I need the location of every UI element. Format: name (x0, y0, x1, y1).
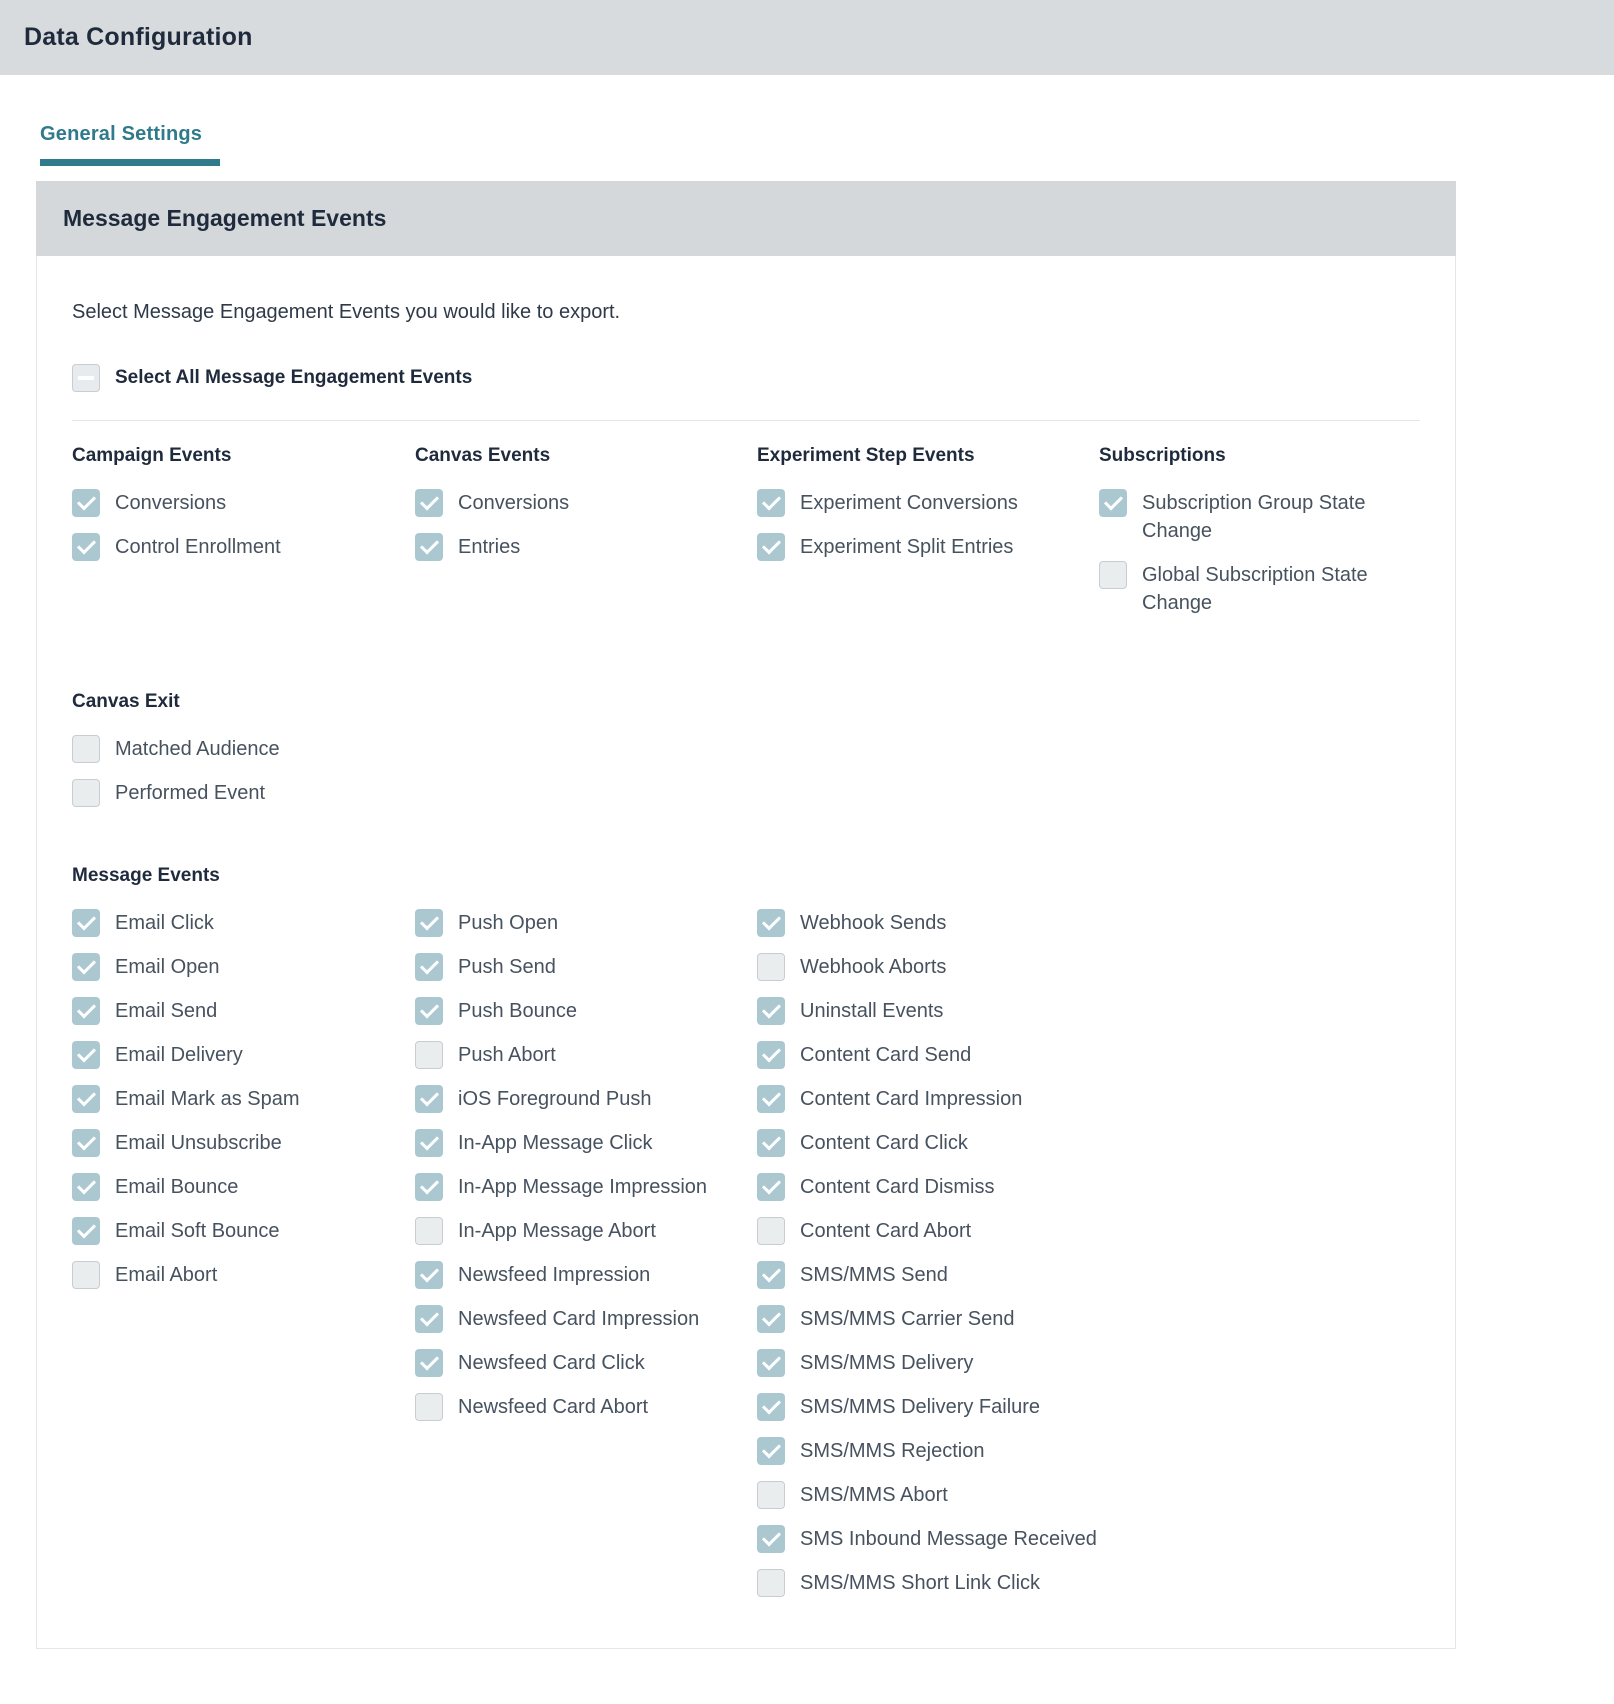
checkbox-row-sms-mms-short-link-click[interactable] (757, 1569, 1420, 1597)
checkbox-row-conversions[interactable] (415, 489, 757, 517)
checkbox-row-control-enrollment[interactable] (72, 533, 415, 561)
tab-general-settings[interactable] (40, 123, 220, 166)
checkbox-row-content-card-send[interactable] (757, 1041, 1420, 1069)
checkbox-label: SMS/MMS Short Link Click (800, 1572, 1041, 1594)
checkbox-row-push-bounce[interactable] (415, 997, 757, 1025)
checkbox-label: Newsfeed Card Impression (458, 1308, 700, 1330)
message-events-column-2 (415, 909, 757, 1613)
checkbox-row-email-abort[interactable] (72, 1261, 415, 1289)
card-body (36, 256, 1456, 1649)
sms-mms-delivery-checkbox[interactable] (757, 1349, 785, 1377)
sms-mms-short-link-click-checkbox[interactable] (757, 1569, 785, 1597)
email-send-checkbox[interactable] (72, 997, 100, 1025)
group-title-subscriptions: Subscriptions (1099, 445, 1226, 466)
checkbox-label: Performed Event (115, 782, 266, 804)
checkbox-row-webhook-aborts[interactable] (757, 953, 1420, 981)
checkbox-row-email-mark-as-spam[interactable] (72, 1085, 415, 1113)
checkbox-label: Matched Audience (115, 738, 280, 760)
message-engagement-events-card (36, 181, 1456, 1649)
checkbox-row-in-app-message-click[interactable] (415, 1129, 757, 1157)
checkbox-label: SMS Inbound Message Received (800, 1528, 1097, 1550)
checkbox-row-sms-mms-send[interactable] (757, 1261, 1420, 1289)
group-title-canvas-exit: Canvas Exit (72, 691, 180, 712)
message-events-column-1 (72, 909, 415, 1613)
checkbox-row-sms-mms-abort[interactable] (757, 1481, 1420, 1509)
checkbox-row-sms-inbound-message-received[interactable] (757, 1525, 1420, 1553)
email-abort-checkbox[interactable] (72, 1261, 100, 1289)
page-title: Data Configuration (24, 23, 253, 51)
group-title-experiment-step-events: Experiment Step Events (757, 445, 975, 466)
content-card-abort-checkbox[interactable] (757, 1217, 785, 1245)
message-events-grid (72, 909, 1420, 1613)
content-card-dismiss-checkbox[interactable] (757, 1173, 785, 1201)
webhook-sends-checkbox[interactable] (757, 909, 785, 937)
checkbox-label: Email Send (115, 1000, 218, 1022)
checkbox-label: Email Bounce (115, 1176, 239, 1198)
matched-audience-checkbox[interactable] (72, 735, 100, 763)
subscription-group-state-change-checkbox[interactable] (1099, 489, 1127, 517)
checkbox-row-sms-mms-delivery[interactable] (757, 1349, 1420, 1377)
conversions-checkbox[interactable] (72, 489, 100, 517)
checkbox-label: Uninstall Events (800, 1000, 944, 1022)
checkbox-label: Conversions (115, 492, 227, 514)
checkbox-label: Global Subscription State Change (1142, 564, 1368, 614)
checkbox-row-sms-mms-carrier-send[interactable] (757, 1305, 1420, 1333)
group-subscriptions (1099, 445, 1420, 633)
ios-foreground-push-checkbox[interactable] (415, 1085, 443, 1113)
checkbox-row-newsfeed-card-click[interactable] (415, 1349, 757, 1377)
in-app-message-impression-checkbox[interactable] (415, 1173, 443, 1201)
checkbox-label: SMS/MMS Send (800, 1264, 948, 1286)
checkbox-row-experiment-conversions[interactable] (757, 489, 1099, 517)
in-app-message-click-checkbox[interactable] (415, 1129, 443, 1157)
checkbox-row-ios-foreground-push[interactable] (415, 1085, 757, 1113)
checkbox-label: Newsfeed Card Abort (458, 1396, 649, 1418)
checkbox-label: Content Card Dismiss (800, 1176, 995, 1198)
tab-general-settings-label: General Settings (40, 123, 203, 145)
checkbox-row-push-open[interactable] (415, 909, 757, 937)
checkbox-row-content-card-abort[interactable] (757, 1217, 1420, 1245)
email-unsubscribe-checkbox[interactable] (72, 1129, 100, 1157)
card-title: Message Engagement Events (63, 205, 387, 231)
checkbox-label: Push Bounce (458, 1000, 577, 1022)
performed-event-checkbox[interactable] (72, 779, 100, 807)
content-card-impression-checkbox[interactable] (757, 1085, 785, 1113)
email-mark-as-spam-checkbox[interactable] (72, 1085, 100, 1113)
checkbox-row-content-card-click[interactable] (757, 1129, 1420, 1157)
checkbox-label: Email Open (115, 956, 220, 978)
checkbox-row-uninstall-events[interactable] (757, 997, 1420, 1025)
checkbox-label: SMS/MMS Delivery Failure (800, 1396, 1041, 1418)
checkbox-row-push-send[interactable] (415, 953, 757, 981)
checkbox-label: Conversions (458, 492, 570, 514)
sms-mms-abort-checkbox[interactable] (757, 1481, 785, 1509)
checkbox-label: Push Abort (458, 1044, 556, 1066)
checkbox-label: SMS/MMS Carrier Send (800, 1308, 1015, 1330)
checkbox-row-newsfeed-card-abort[interactable] (415, 1393, 757, 1421)
group-title-canvas-events: Canvas Events (415, 445, 551, 466)
checkbox-label: iOS Foreground Push (458, 1088, 652, 1110)
checkbox-row-in-app-message-abort[interactable] (415, 1217, 757, 1245)
checkbox-row-email-unsubscribe[interactable] (72, 1129, 415, 1157)
checkbox-label: Email Soft Bounce (115, 1220, 280, 1242)
checkbox-label: In-App Message Click (458, 1132, 653, 1154)
checkbox-label: Email Click (115, 912, 214, 934)
checkbox-label: Experiment Split Entries (800, 536, 1014, 558)
checkbox-label: Newsfeed Card Click (458, 1352, 645, 1374)
checkbox-label: Content Card Impression (800, 1088, 1023, 1110)
checkbox-row-email-send[interactable] (72, 997, 415, 1025)
intro-text: Select Message Engagement Events you would like to export. (72, 301, 621, 323)
checkbox-row-sms-mms-rejection[interactable] (757, 1437, 1420, 1465)
checkbox-label: Email Mark as Spam (115, 1088, 300, 1110)
push-send-checkbox[interactable] (415, 953, 443, 981)
conversions-checkbox[interactable] (415, 489, 443, 517)
experiment-split-entries-checkbox[interactable] (757, 533, 785, 561)
group-campaign-events (72, 445, 415, 633)
content-card-send-checkbox[interactable] (757, 1041, 785, 1069)
email-soft-bounce-checkbox[interactable] (72, 1217, 100, 1245)
global-subscription-state-change-checkbox[interactable] (1099, 561, 1127, 589)
email-click-checkbox[interactable] (72, 909, 100, 937)
card-header (36, 181, 1456, 256)
checkbox-label: Push Open (458, 912, 559, 934)
section-divider (72, 420, 1420, 421)
event-groups-grid (72, 445, 1420, 633)
checkbox-label: Content Card Click (800, 1132, 968, 1154)
message-events-column-3 (757, 909, 1420, 1613)
checkbox-label: Content Card Send (800, 1044, 972, 1066)
checkbox-label: Email Abort (115, 1264, 218, 1286)
checkbox-row-newsfeed-card-impression[interactable] (415, 1305, 757, 1333)
checkbox-row-email-bounce[interactable] (72, 1173, 415, 1201)
checkbox-row-global-subscription-state-change[interactable] (1099, 561, 1420, 617)
checkbox-label: SMS/MMS Delivery (800, 1352, 974, 1374)
checkbox-label: Newsfeed Impression (458, 1264, 651, 1286)
checkbox-row-conversions[interactable] (72, 489, 415, 517)
checkbox-label: In-App Message Abort (458, 1220, 656, 1242)
checkbox-row-matched-audience[interactable] (72, 735, 1420, 763)
checkbox-label: Email Delivery (115, 1044, 243, 1066)
checkbox-row-entries[interactable] (415, 533, 757, 561)
newsfeed-card-abort-checkbox[interactable] (415, 1393, 443, 1421)
checkbox-row-experiment-split-entries[interactable] (757, 533, 1099, 561)
email-delivery-checkbox[interactable] (72, 1041, 100, 1069)
push-open-checkbox[interactable] (415, 909, 443, 937)
checkbox-row-content-card-impression[interactable] (757, 1085, 1420, 1113)
uninstall-events-checkbox[interactable] (757, 997, 785, 1025)
checkbox-label: Webhook Sends (800, 912, 947, 934)
page-header (0, 0, 1614, 75)
group-canvas-exit (72, 691, 1420, 807)
newsfeed-impression-checkbox[interactable] (415, 1261, 443, 1289)
content-card-click-checkbox[interactable] (757, 1129, 785, 1157)
checkbox-label: Entries (458, 536, 521, 558)
checkbox-row-email-delivery[interactable] (72, 1041, 415, 1069)
group-experiment-step-events (757, 445, 1099, 633)
checkbox-label: Experiment Conversions (800, 492, 1018, 514)
tab-bar (40, 123, 1614, 166)
checkbox-label: SMS/MMS Rejection (800, 1440, 985, 1462)
checkbox-label: Subscription Group State Change (1142, 492, 1366, 542)
experiment-conversions-checkbox[interactable] (757, 489, 785, 517)
push-bounce-checkbox[interactable] (415, 997, 443, 1025)
checkbox-row-email-open[interactable] (72, 953, 415, 981)
sms-mms-delivery-failure-checkbox[interactable] (757, 1393, 785, 1421)
checkbox-row-sms-mms-delivery-failure[interactable] (757, 1393, 1420, 1421)
control-enrollment-checkbox[interactable] (72, 533, 100, 561)
checkbox-label: SMS/MMS Abort (800, 1484, 948, 1506)
email-open-checkbox[interactable] (72, 953, 100, 981)
checkbox-row-email-click[interactable] (72, 909, 415, 937)
checkbox-row-newsfeed-impression[interactable] (415, 1261, 757, 1289)
in-app-message-abort-checkbox[interactable] (415, 1217, 443, 1245)
checkbox-label: Push Send (458, 956, 556, 978)
entries-checkbox[interactable] (415, 533, 443, 561)
checkbox-label: Webhook Aborts (800, 956, 947, 978)
sms-inbound-message-received-checkbox[interactable] (757, 1525, 785, 1553)
webhook-aborts-checkbox[interactable] (757, 953, 785, 981)
email-bounce-checkbox[interactable] (72, 1173, 100, 1201)
group-canvas-events (415, 445, 757, 633)
checkbox-label: Email Unsubscribe (115, 1132, 282, 1154)
checkbox-label: Control Enrollment (115, 536, 281, 558)
select-all-label: Select All Message Engagement Events (115, 367, 473, 388)
select-all-checkbox[interactable] (72, 364, 100, 392)
push-abort-checkbox[interactable] (415, 1041, 443, 1069)
select-all-checkbox-row[interactable] (72, 364, 1420, 392)
checkbox-row-content-card-dismiss[interactable] (757, 1173, 1420, 1201)
checkbox-label: Content Card Abort (800, 1220, 972, 1242)
sms-mms-send-checkbox[interactable] (757, 1261, 785, 1289)
checkbox-row-email-soft-bounce[interactable] (72, 1217, 415, 1245)
newsfeed-card-impression-checkbox[interactable] (415, 1305, 443, 1333)
newsfeed-card-click-checkbox[interactable] (415, 1349, 443, 1377)
checkbox-row-webhook-sends[interactable] (757, 909, 1420, 937)
group-message-events (72, 865, 1420, 1613)
sms-mms-carrier-send-checkbox[interactable] (757, 1305, 785, 1333)
checkbox-row-push-abort[interactable] (415, 1041, 757, 1069)
checkbox-row-in-app-message-impression[interactable] (415, 1173, 757, 1201)
checkbox-row-subscription-group-state-change[interactable] (1099, 489, 1420, 545)
group-title-message-events: Message Events (72, 865, 220, 886)
sms-mms-rejection-checkbox[interactable] (757, 1437, 785, 1465)
checkbox-label: In-App Message Impression (458, 1176, 708, 1198)
group-title-campaign-events: Campaign Events (72, 445, 232, 466)
checkbox-row-performed-event[interactable] (72, 779, 1420, 807)
tab-active-indicator (40, 159, 220, 166)
